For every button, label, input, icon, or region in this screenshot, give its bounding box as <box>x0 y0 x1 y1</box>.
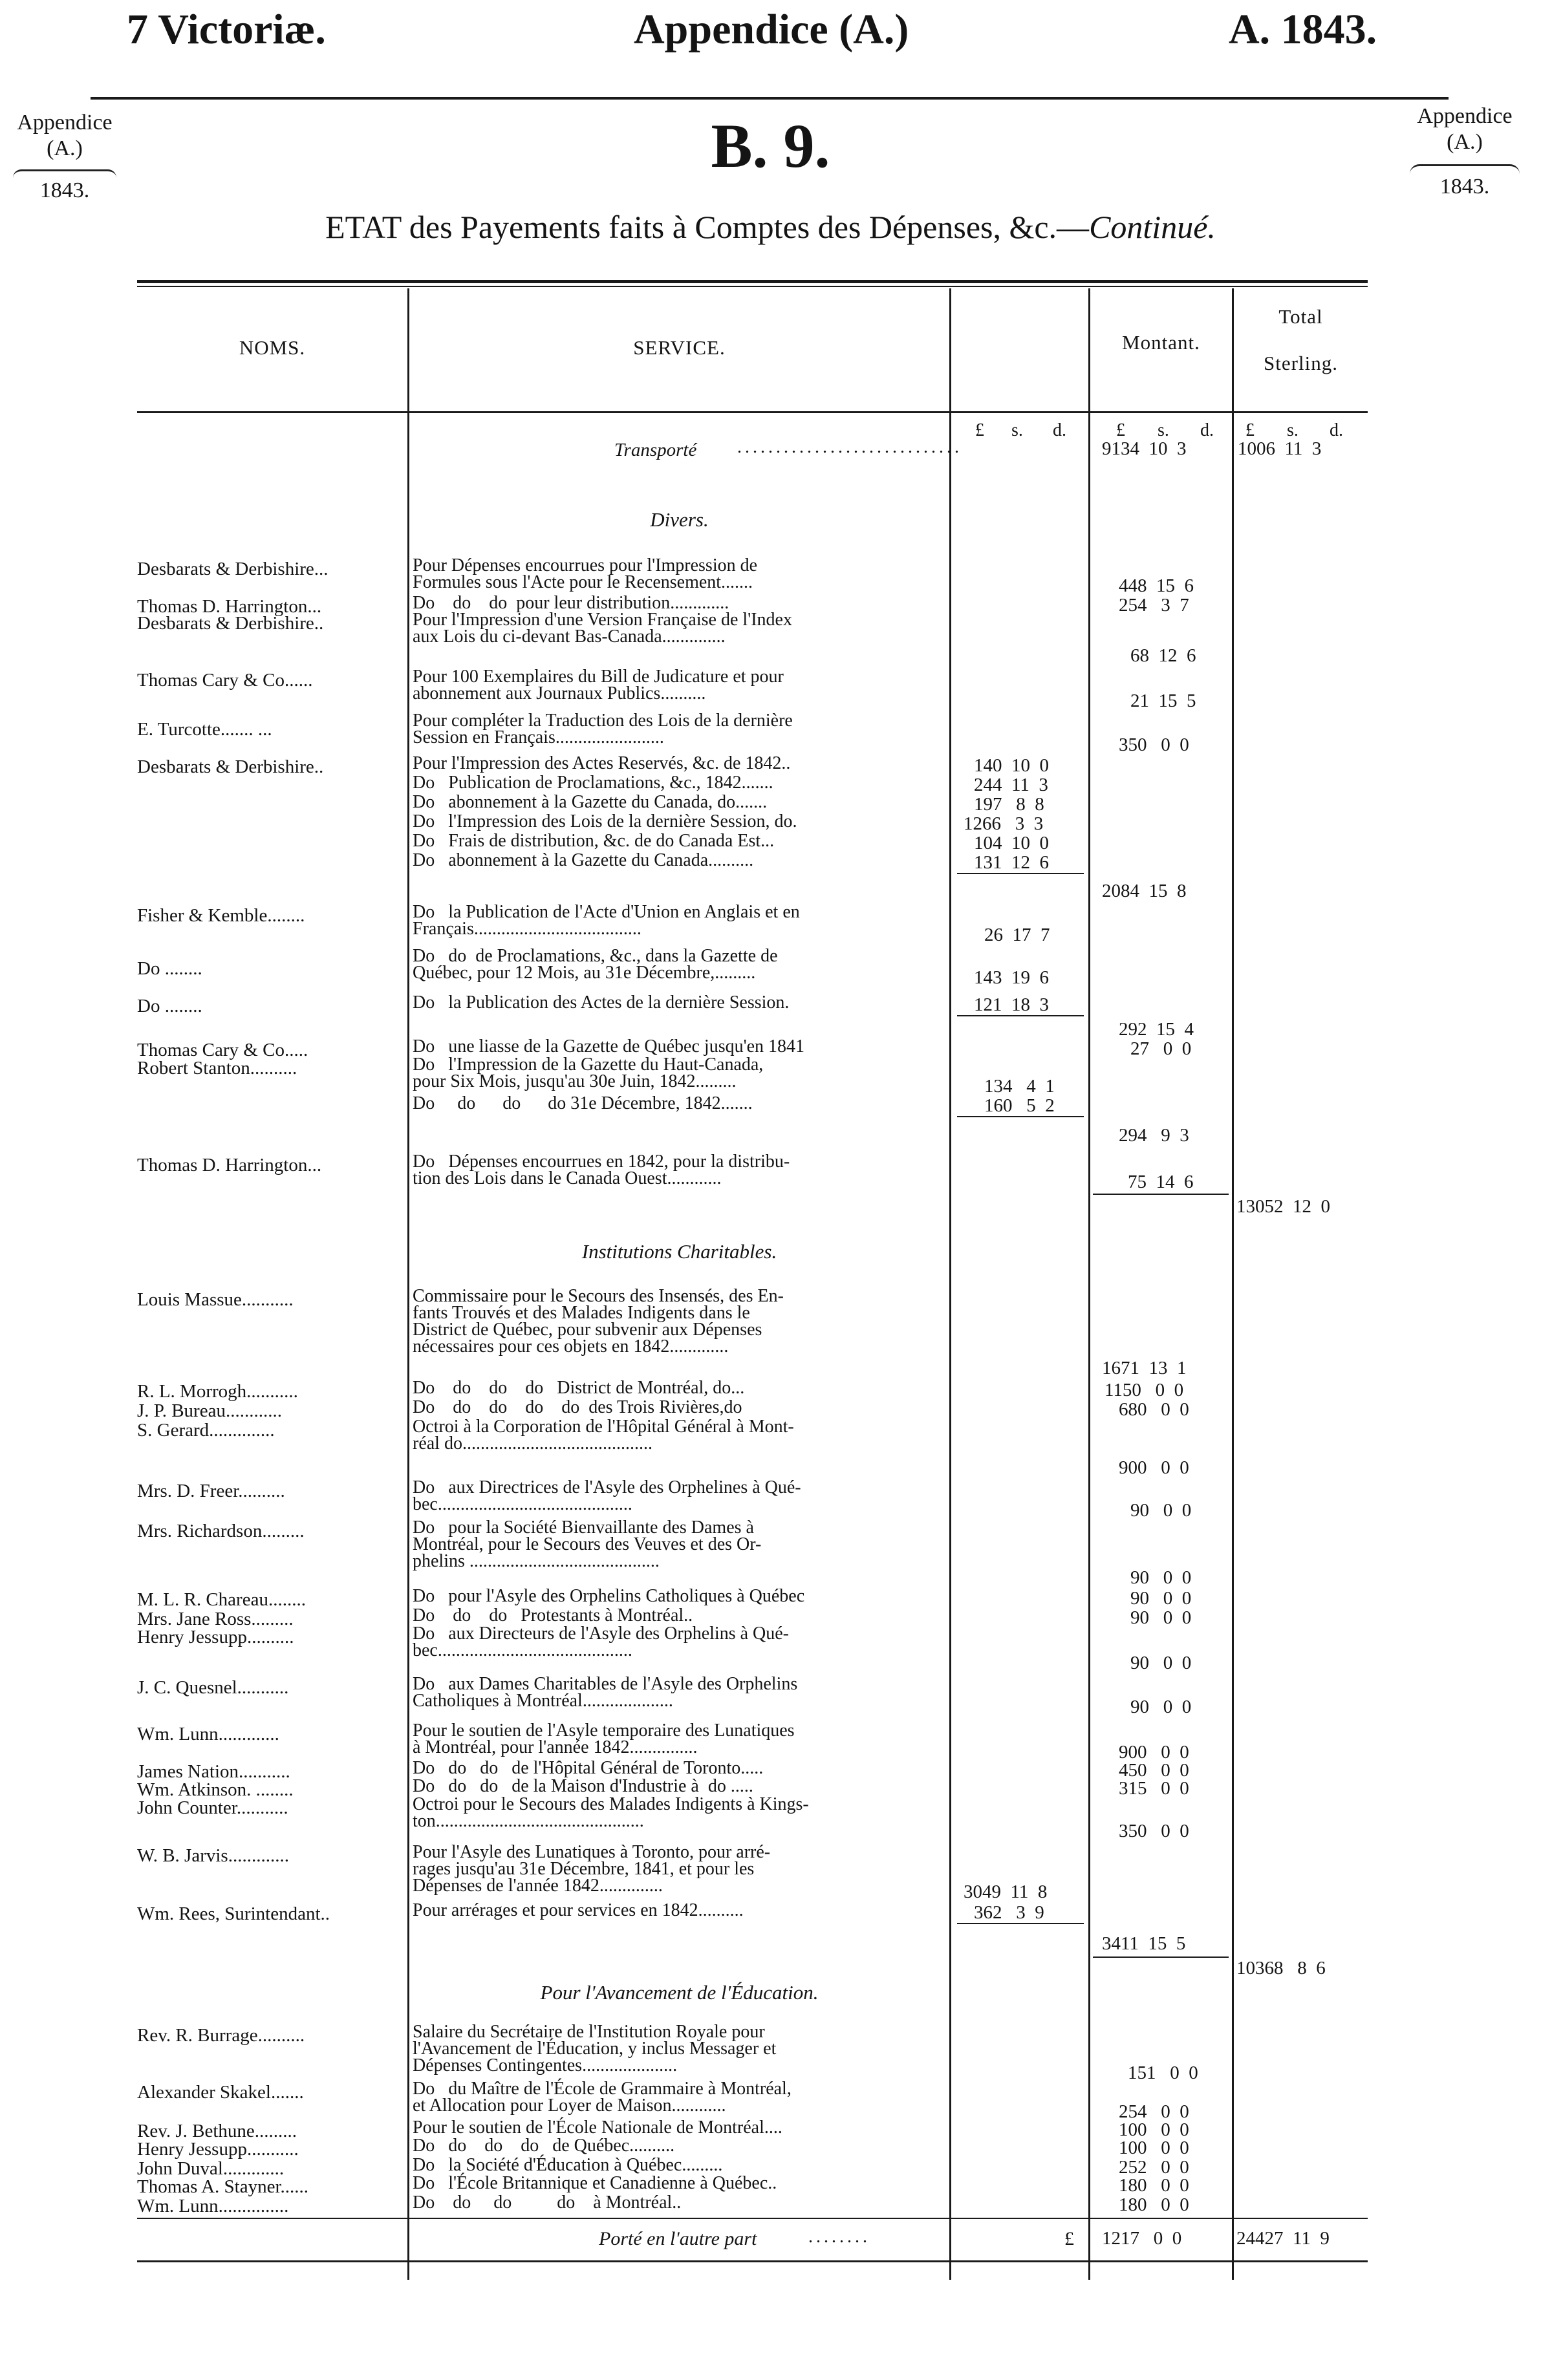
row-name: Mrs. D. Freer.......... <box>137 1481 285 1501</box>
row-montant: 294 9 3 <box>1119 1125 1189 1146</box>
row-montant: 900 0 0 <box>1119 1457 1189 1478</box>
porte-total: 24427 11 9 <box>1236 2228 1330 2249</box>
subtitle-italic: Continué. <box>1089 209 1216 245</box>
cur-sub-l: £ <box>975 420 984 440</box>
row-service: Do l'École Britannique et Canadienne à Québec.. <box>413 2173 777 2193</box>
row-name: Thomas D. Harrington... <box>137 1155 322 1175</box>
row-name: Henry Jessupp........... <box>137 2139 299 2160</box>
row-name: Thomas Cary & Co..... <box>137 1040 308 1060</box>
row-name: Robert Stanton.......... <box>137 1058 297 1078</box>
header-left: 7 Victoriæ. <box>127 6 326 53</box>
row-service: Do l'Impression des Lois de la dernière Session, do. <box>413 811 797 831</box>
porte-top-rule <box>137 2218 1368 2219</box>
row-service: Pour arrérages et pour services en 1842.......... <box>413 1900 744 1920</box>
row-name: Mrs. Richardson......... <box>137 1521 305 1541</box>
row-service: Do l'Impression de la Gazette du Haut-Canada, pour Six Mois, jusqu'au 30e Juin, 1842......... <box>413 1055 764 1091</box>
row-service: Do pour l'Asyle des Orphelins Catholiques à Québec <box>413 1586 805 1606</box>
col-head-noms: NOMS. <box>239 336 306 359</box>
row-name: J. P. Bureau............ <box>137 1400 282 1421</box>
row-montant: 350 0 0 <box>1119 1821 1189 1841</box>
row-service: Do Frais de distribution, &c. de do Canada Est... <box>413 831 775 851</box>
row-name: Mrs. Jane Ross......... <box>137 1609 294 1629</box>
row-service: Do abonnement à la Gazette du Canada, do....... <box>413 792 768 812</box>
row-montant: 2084 15 8 <box>1102 881 1187 901</box>
row-name: Rev. R. Burrage.......... <box>137 2025 305 2046</box>
row-montant: 680 0 0 <box>1119 1399 1189 1420</box>
section-education: Pour l'Avancement de l'Éducation. <box>540 1981 819 2004</box>
row-montant: 90 0 0 <box>1130 1500 1192 1521</box>
row-name: S. Gerard.............. <box>137 1420 275 1441</box>
row-sub: 26 17 7 <box>984 925 1050 945</box>
row-service: Pour l'Impression d'une Version Française de l'Index aux Lois du ci-devant Bas-Canada.............. <box>413 610 792 647</box>
row-sub: 3049 11 8 <box>964 1881 1048 1902</box>
row-name: Wm. Lunn............. <box>137 1724 279 1744</box>
row-montant: 68 12 6 <box>1130 645 1196 666</box>
table-subtitle <box>0 208 1541 246</box>
row-name: M. L. R. Chareau........ <box>137 1589 306 1610</box>
total-divers: 13052 12 0 <box>1236 1196 1330 1217</box>
row-service: Do do do de la Maison d'Industrie à do ..... <box>413 1776 753 1796</box>
row-name: John Duval............. <box>137 2158 285 2179</box>
row-montant: 75 14 6 <box>1128 1172 1194 1192</box>
row-name: James Nation........... <box>137 1761 290 1782</box>
row-service: Pour 100 Exemplaires du Bill de Judicature et pour abonnement aux Journaux Publics.......... <box>413 667 784 703</box>
row-montant: 350 0 0 <box>1119 734 1189 755</box>
row-montant: 90 0 0 <box>1130 1697 1192 1717</box>
header-right: A. 1843. <box>1229 6 1377 53</box>
row-sub: 362 3 9 <box>974 1902 1044 1923</box>
row-montant: 100 0 0 <box>1119 2138 1189 2158</box>
row-montant: 90 0 0 <box>1130 1588 1192 1609</box>
row-name: Do ........ <box>137 996 202 1016</box>
row-service: Do une liasse de la Gazette de Québec jusqu'en 1841 <box>413 1036 805 1056</box>
row-montant: 315 0 0 <box>1119 1778 1189 1799</box>
table-top-rule-2 <box>137 286 1368 287</box>
subtitle-main: ETAT des Payements faits à Comptes des Dépenses, &c.— <box>325 209 1090 245</box>
porte-pound: £ <box>1064 2228 1074 2249</box>
col-divider-4 <box>1232 288 1234 2280</box>
cur-total-l: £ <box>1245 420 1255 440</box>
row-montant: 1150 0 0 <box>1105 1380 1184 1400</box>
row-sub: 143 19 6 <box>974 967 1049 988</box>
row-service: Octroi à la Corporation de l'Hôpital Général à Mont- réal do.......................................... <box>413 1417 794 1453</box>
row-service: Octroi pour le Secours des Malades Indigents à Kings- ton.............................................. <box>413 1794 809 1831</box>
transporte-label: Transporté <box>614 440 697 460</box>
row-name: Thomas Cary & Co...... <box>137 670 313 691</box>
row-name: Thomas D. Harrington... <box>137 596 322 617</box>
total-charitables: 10368 8 6 <box>1236 1958 1326 1978</box>
section-institutions: Institutions Charitables. <box>581 1240 777 1263</box>
row-service: Do do de Proclamations, &c., dans la Gazette de Québec, pour 12 Mois, au 31e Décembre,......... <box>413 946 778 983</box>
row-montant: 252 0 0 <box>1119 2157 1189 2178</box>
subtotal-rule <box>957 1116 1084 1117</box>
margin-right-line2: (A.) <box>1447 130 1483 154</box>
subtotal-rule <box>957 1015 1084 1016</box>
row-service: Do aux Directrices de l'Asyle des Orphelines à Qué- bec........................................... <box>413 1477 801 1514</box>
row-sub: 140 10 0 <box>974 755 1049 776</box>
row-service: Pour compléter la Traduction des Lois de la dernière Session en Français........................ <box>413 711 793 747</box>
row-name: Do ........ <box>137 958 202 979</box>
row-name: Desbarats & Derbishire... <box>137 559 329 579</box>
montant-rule <box>1093 1194 1229 1195</box>
cur-total-d: d. <box>1330 420 1343 440</box>
margin-right-line3: 1843. <box>1439 175 1490 198</box>
row-sub: 134 4 1 <box>984 1076 1055 1097</box>
margin-left-line2: (A.) <box>47 136 83 160</box>
row-name: Fisher & Kemble........ <box>137 905 305 926</box>
row-montant: 151 0 0 <box>1128 2063 1198 2083</box>
margin-right-line1: Appendice <box>1417 104 1513 128</box>
row-name: Wm. Rees, Surintendant.. <box>137 1903 330 1924</box>
row-name: Wm. Atkinson. ........ <box>137 1779 294 1800</box>
row-montant: 100 0 0 <box>1119 2119 1189 2140</box>
transporte-dots: ............................. <box>737 437 962 457</box>
row-sub: 244 11 3 <box>974 775 1048 795</box>
row-service: Do la Société d'Éducation à Québec......... <box>413 2155 723 2175</box>
col-head-total-2: Sterling. <box>1264 352 1338 374</box>
row-service: Do do do Protestants à Montréal.. <box>413 1605 693 1625</box>
row-name: Wm. Lunn............... <box>137 2196 289 2216</box>
row-service: Do do do do do des Trois Rivières,do <box>413 1397 742 1417</box>
transporte-total: 1006 11 3 <box>1238 438 1322 459</box>
table-bottom-rule <box>137 2260 1368 2262</box>
porte-dots: ........ <box>808 2227 870 2247</box>
cur-mont-l: £ <box>1116 420 1125 440</box>
row-sub: 1266 3 3 <box>964 813 1044 834</box>
row-service: Pour Dépenses encourrues pour l'Impression de Formules sous l'Acte pour le Recensement....... <box>413 555 758 592</box>
margin-left-line3: 1843. <box>39 178 90 202</box>
row-sub: 121 18 3 <box>974 994 1049 1015</box>
porte-label: Porté en l'autre part <box>599 2228 757 2249</box>
row-service: Do do do do 31e Décembre, 1842....... <box>413 1093 753 1113</box>
table-top-rule <box>137 280 1368 283</box>
subtotal-rule <box>957 1923 1084 1924</box>
table-title: B. 9. <box>711 111 830 180</box>
row-montant: 448 15 6 <box>1119 575 1194 596</box>
row-montant: 1671 13 1 <box>1102 1358 1187 1378</box>
row-name: Desbarats & Derbishire.. <box>137 756 324 777</box>
row-montant: 27 0 0 <box>1130 1038 1192 1059</box>
margin-left-line1: Appendice <box>17 111 113 134</box>
row-service: Do do do do à Montréal.. <box>413 2192 682 2213</box>
row-montant: 90 0 0 <box>1130 1607 1192 1628</box>
row-name: Desbarats & Derbishire.. <box>137 613 324 634</box>
row-montant: 90 0 0 <box>1130 1653 1192 1673</box>
row-montant: 254 3 7 <box>1119 595 1189 616</box>
row-montant: 180 0 0 <box>1119 2194 1189 2215</box>
montant-rule <box>1093 1957 1229 1958</box>
cur-sub-s: s. <box>1011 420 1023 440</box>
cur-mont-s: s. <box>1158 420 1169 440</box>
row-montant: 900 0 0 <box>1119 1742 1189 1763</box>
cur-mont-d: d. <box>1200 420 1214 440</box>
row-name: J. C. Quesnel........... <box>137 1677 289 1698</box>
row-service: Do la Publication des Actes de la dernière Session. <box>413 992 790 1013</box>
cur-total-s: s. <box>1287 420 1299 440</box>
row-service: Do aux Dames Charitables de l'Asyle des Orphelins Catholiques à Montréal.................... <box>413 1674 798 1711</box>
row-service: Do do do do de Québec.......... <box>413 2136 675 2156</box>
row-montant: 3411 15 5 <box>1102 1933 1186 1954</box>
col-divider-2 <box>949 288 951 2280</box>
porte-montant: 1217 0 0 <box>1102 2228 1182 2249</box>
col-head-service: SERVICE. <box>633 336 726 359</box>
row-service: Do Publication de Proclamations, &c., 1842....... <box>413 773 773 793</box>
row-service: Pour l'Impression des Actes Reservés, &c. de 1842.. <box>413 753 791 773</box>
row-service: Pour le soutien de l'École Nationale de Montréal.... <box>413 2117 782 2138</box>
col-divider-3 <box>1088 288 1090 2280</box>
row-service: Pour l'Asyle des Lunatiques à Toronto, pour arré- rages jusqu'au 31e Décembre, 1841, et pour les Dépenses de l'année 1842.............. <box>413 1842 771 1896</box>
row-montant: 254 0 0 <box>1119 2101 1189 2122</box>
row-name: Alexander Skakel....... <box>137 2082 304 2103</box>
row-name: Rev. J. Bethune......... <box>137 2121 297 2141</box>
col-head-montant: Montant. <box>1122 331 1200 354</box>
row-sub: 131 12 6 <box>974 852 1049 873</box>
row-sub: 104 10 0 <box>974 833 1049 853</box>
header-center: Appendice (A.) <box>634 6 909 53</box>
row-name: John Counter........... <box>137 1797 288 1818</box>
row-montant: 292 15 4 <box>1119 1019 1194 1040</box>
row-montant: 180 0 0 <box>1119 2175 1189 2196</box>
subtotal-rule <box>957 873 1084 874</box>
transporte-montant: 9134 10 3 <box>1102 438 1187 459</box>
row-service: Pour le soutien de l'Asyle temporaire des Lunatiques à Montréal, pour l'année 1842............... <box>413 1721 795 1757</box>
row-service: Do do do do District de Montréal, do... <box>413 1378 745 1398</box>
row-montant: 21 15 5 <box>1130 691 1196 711</box>
row-name: Thomas A. Stayner...... <box>137 2176 309 2197</box>
row-service: Do du Maître de l'École de Grammaire à Montréal, et Allocation pour Loyer de Maison............ <box>413 2079 792 2116</box>
row-service: Do do do pour leur distribution............. <box>413 593 729 613</box>
row-name: W. B. Jarvis............. <box>137 1845 289 1866</box>
row-service: Do aux Directeurs de l'Asyle des Orphelins à Qué- bec........................................... <box>413 1624 789 1660</box>
row-name: R. L. Morrogh........... <box>137 1381 298 1402</box>
row-montant: 90 0 0 <box>1130 1567 1192 1588</box>
section-divers: Divers. <box>650 508 709 531</box>
header-rule <box>91 97 1449 100</box>
row-montant: 450 0 0 <box>1119 1760 1189 1781</box>
row-sub: 160 5 2 <box>984 1095 1055 1116</box>
header-bottom-rule <box>137 411 1368 413</box>
row-service: Do pour la Société Bienvaillante des Dames à Montréal, pour le Secours des Veuves et des Or- phelins .......................................... <box>413 1517 762 1571</box>
row-service: Do Dépenses encourrues en 1842, pour la distribu- tion des Lois dans le Canada Ouest............ <box>413 1152 790 1188</box>
row-service: Do do do de l'Hôpital Général de Toronto..... <box>413 1758 764 1778</box>
row-sub: 197 8 8 <box>974 794 1044 815</box>
row-service: Commissaire pour le Secours des Insensés, des En- fants Trouvés et des Malades Indigents dans le District de Québec, pour subvenir aux Dépenses nécessaires pour ces objets en 1842............. <box>413 1286 784 1356</box>
row-service: Do abonnement à la Gazette du Canada.......... <box>413 850 754 870</box>
cur-sub-d: d. <box>1053 420 1066 440</box>
row-name: E. Turcotte....... ... <box>137 719 272 740</box>
row-name: Louis Massue........... <box>137 1289 294 1310</box>
col-head-total-1: Total <box>1278 305 1323 328</box>
row-name: Henry Jessupp.......... <box>137 1627 294 1647</box>
row-service: Salaire du Secrétaire de l'Institution Royale pour l'Avancement de l'Éducation, y inclus Messager et Dépenses Contingentes..................... <box>413 2022 777 2075</box>
row-service: Do la Publication de l'Acte d'Union en Anglais et en Français..................................... <box>413 902 800 939</box>
